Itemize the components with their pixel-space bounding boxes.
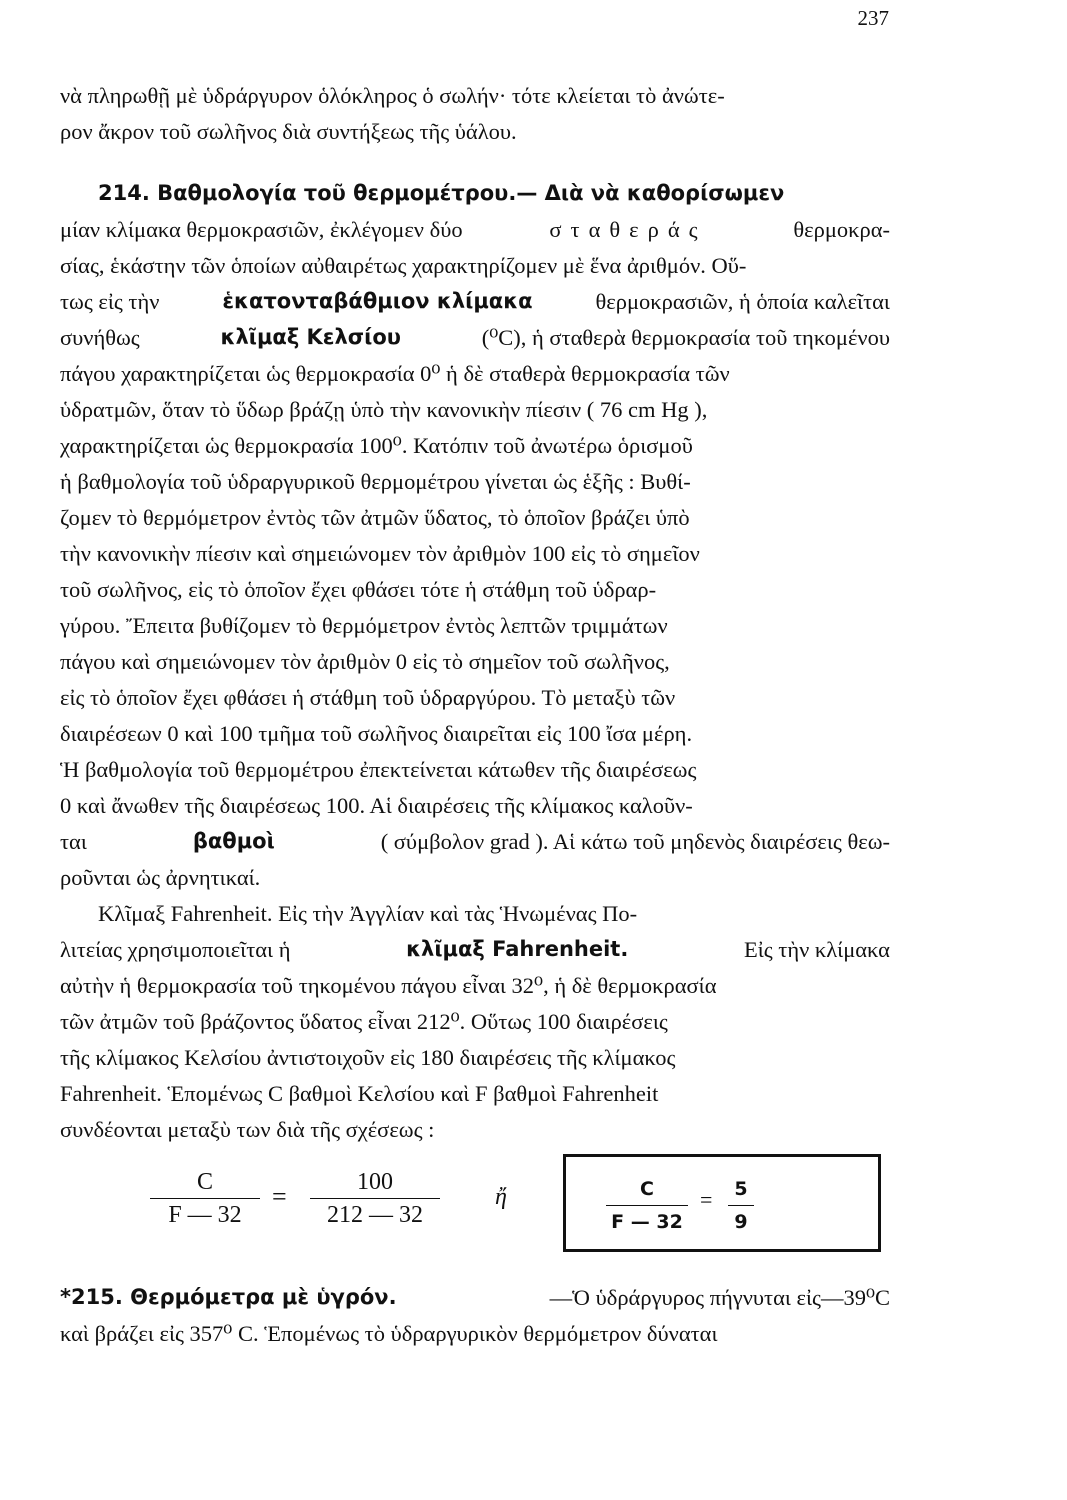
text-line: πάγου χαρακτηρίζεται ὡς θερμοκρασία 0⁰ ἡ δὲ σταθερὰ θερμοκρασία τῶν	[60, 361, 730, 386]
text-line: τὴν κανονικὴν πίεσιν καὶ σημειώνομεν τὸν ἀριθμὸν 100 εἰς τὸ σημεῖον	[60, 541, 700, 566]
text-line: τοῦ σωλῆνος, εἰς τὸ ὁποῖον ἔχει φθάσει τότε ἡ στάθμη τοῦ ὑδραρ-	[60, 577, 657, 602]
boxed-formula	[563, 1154, 881, 1252]
boxed-equals-sign: =	[700, 1187, 713, 1212]
text-line: ἡ βαθμολογία τοῦ ὑδραργυρικοῦ θερμομέτρου γίνεται ὡς ἑξῆς : Βυθί-	[60, 469, 691, 494]
text-line: ροῦνται ὡς ἀρνητικαί.	[60, 865, 261, 890]
boxed-fraction-c-over-f: C F — 32	[606, 1175, 688, 1236]
text-line: μίαν κλίμακα θερμοκρασιῶν, ἐκλέγομεν δύο σταθεράς θερμοκρα-	[60, 217, 890, 242]
text-line: χαρακτηρίζεται ὡς θερμοκρασία 100⁰. Κατόπιν τοῦ ἀνωτέρω ὁρισμοῦ	[60, 433, 693, 458]
page-number: 237	[857, 6, 889, 30]
text-line: ζομεν τὸ θερμόμετρον ἐντὸς τῶν ἀτμῶν ὕδατος, τὸ ὁποῖον βράζει ὑπὸ	[60, 505, 690, 530]
text-line: νὰ πληρωθῇ μὲ ὑδράργυρον ὁλόκληρος ὁ σωλήν· τότε κλείεται τὸ ἀνώτε-	[60, 83, 725, 108]
text-line: τῶν ἀτμῶν τοῦ βράζοντος ὕδατος εἶναι 212⁰. Οὕτως 100 διαιρέσεις	[60, 1009, 668, 1034]
text-line: καὶ βράζει εἰς 357⁰ C. Ἑπομένως τὸ ὑδραργυρικὸν θερμόμετρον δύναται	[60, 1321, 718, 1346]
text-line: πάγου καὶ σημειώνομεν τὸν ἀριθμὸν 0 εἰς τὸ σημεῖον τοῦ σωλῆνος,	[60, 649, 670, 674]
text-line: αὐτὴν ἡ θερμοκρασία τοῦ τηκομένου πάγου εἶναι 32⁰, ἡ δὲ θερμοκρασία	[60, 973, 717, 998]
text-line: 0 καὶ ἄνωθεν τῆς διαιρέσεως 100. Αἱ διαιρέσεις τῆς κλίμακος καλοῦν-	[60, 793, 693, 818]
text-line: σίας, ἑκάστην τῶν ὁποίων αὐθαιρέτως χαρακτηρίζομεν μὲ ἕνα ἀριθμόν. Οὕ-	[60, 253, 747, 278]
boxed-fraction-5-over-9: 5 9	[728, 1175, 754, 1236]
equals-sign: =	[272, 1182, 287, 1211]
section-heading-215: *215. Θερμόμετρα μὲ ὑγρόν. —Ὁ ὑδράργυρος πήγνυται εἰς—39⁰C	[60, 1285, 890, 1310]
text-line: λιτείας χρησιμοποιεῖται ἡ κλῖμαξ Fahrenheit. Εἰς τὴν κλίμακα	[60, 937, 890, 962]
text-line: τῆς κλίμακος Κελσίου ἀντιστοιχοῦν εἰς 180 διαιρέσεις τῆς κλίμακος	[60, 1045, 676, 1070]
text-line: ὑδρατμῶν, ὅταν τὸ ὕδωρ βράζῃ ὑπὸ τὴν κανονικὴν πίεσιν ( 76 cm Hg ),	[60, 397, 708, 422]
text-line: συνήθως κλῖμαξ Κελσίου (⁰C), ἡ σταθερὰ θερμοκρασία τοῦ τηκομένου	[60, 325, 890, 350]
fraction-c-over-f: C F — 32	[150, 1168, 260, 1229]
text-line: εἰς τὸ ὁποῖον ἔχει φθάσει ἡ στάθμη τοῦ ὑδραργύρου. Τὸ μεταξὺ τῶν	[60, 685, 676, 710]
text-line: Κλῖμαξ Fahrenheit. Εἰς τὴν Ἀγγλίαν καὶ τὰς Ἡνωμένας Πο-	[98, 901, 638, 926]
text-line: γύρου. Ἔπειτα βυθίζομεν τὸ θερμόμετρον ἐντὸς λεπτῶν τριμμάτων	[60, 613, 668, 638]
text-line: συνδέονται μεταξὺ των διὰ τῆς σχέσεως :	[60, 1117, 435, 1142]
section-heading-214: 214. Βαθμολογία τοῦ θερμομέτρου.— Διὰ νὰ καθορίσωμεν	[98, 181, 785, 205]
text-line: Ἡ βαθμολογία τοῦ θερμομέτρου ἐπεκτείνεται κάτωθεν τῆς διαιρέσεως	[60, 757, 697, 782]
text-line: ται βαθμοὶ ( σύμβολον grad ). Αἱ κάτω τοῦ μηδενὸς διαιρέσεις θεω-	[60, 829, 890, 854]
conversion-formula	[150, 1168, 890, 1248]
or-word: ἤ	[495, 1184, 507, 1210]
text-line: ρον ἄκρον τοῦ σωλῆνος διὰ συντήξεως τῆς ὑάλου.	[60, 119, 517, 144]
text-line: διαιρέσεων 0 καὶ 100 τμῆμα τοῦ σωλῆνος διαιρεῖται εἰς 100 ἴσα μέρη.	[60, 721, 693, 746]
fraction-100-over-180: 100 212 — 32	[310, 1168, 440, 1229]
text-line: τως εἰς τὴν ἑκατονταβάθμιον κλίμακα θερμοκρασιῶν, ἡ ὁποία καλεῖται	[60, 289, 890, 314]
text-line: Fahrenheit. Ἑπομένως C βαθμοὶ Κελσίου καὶ F βαθμοὶ Fahrenheit	[60, 1081, 659, 1106]
